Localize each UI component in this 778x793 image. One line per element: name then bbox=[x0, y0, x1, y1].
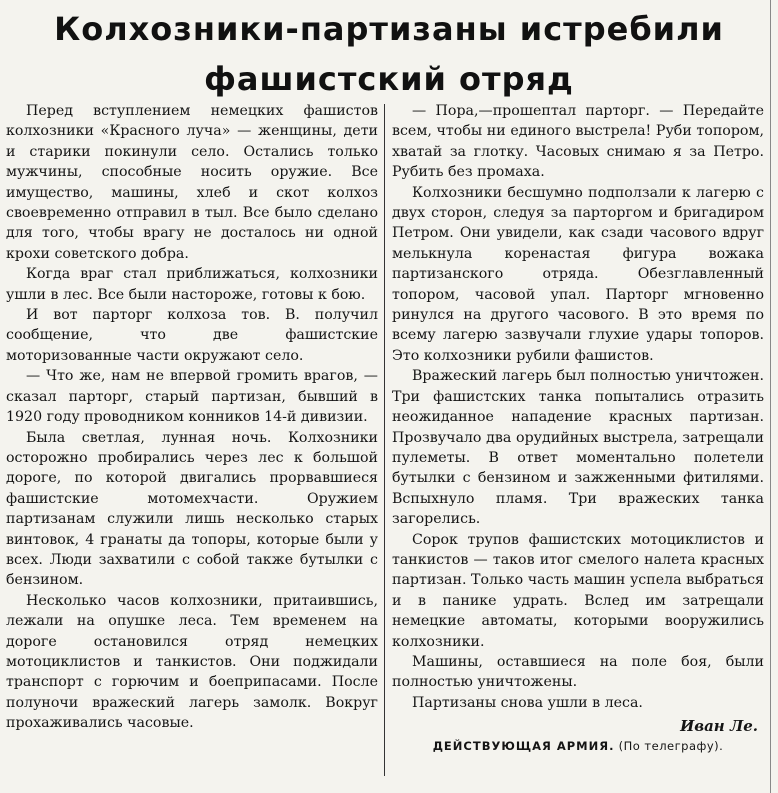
dateline-place: ДЕЙСТВУЮЩАЯ АРМИЯ. bbox=[432, 739, 615, 754]
dateline-source: (По телеграфу). bbox=[618, 739, 724, 754]
paragraph: Сорок трупов фашистских мотоциклистов и танкистов — таков итог смелого налета красных партизан. Только часть машин успела выбраться и в панике удрать. Вслед им затрещали немецкие автоматы, которыми вооружились колхозники. bbox=[392, 531, 764, 650]
headline-line-2: фашистский отряд bbox=[204, 60, 574, 98]
dateline bbox=[392, 737, 764, 755]
paragraph: Колхозники бесшумно подползали к лагерю с двух сторон, следуя за парторгом и бригадиром Петром. Они увидели, как сзади часового вдруг мелькнула коренастая фигура вожака партизанского отряда. Обезглавленный топором, часовой упал. Парторг мгновенно ринулся на другого часового. В это время по всему лагерю зазвучали глухие удары топоров. Это колхозники рубили фашистов. bbox=[392, 184, 764, 364]
page-edge bbox=[770, 0, 778, 793]
paragraph: Вражеский лагерь был полностью уничтожен. Три фашистских танка попытались отразить неожиданное нападение красных партизан. Прозвучало два орудийных выстрела, затрещали пулеметы. В ответ моментально полетели бутылки с бензином и зажженными фитилями. Вспыхнуло пламя. Три вражеских танка загорелись. bbox=[392, 368, 764, 528]
paragraph: Перед вступлением немецких фашистов колхозники «Красного луча» — женщины, дети и старики покинули село. Остались только мужчины, способные носить оружие. Все имущество, машины, хлеб и скот колхоз своевременно отправил в тыл. Все было сделано для того, чтобы врагу не досталось ни одной крохи советского добра. bbox=[6, 103, 378, 262]
paragraph: Когда враг стал приближаться, колхозники ушли в лес. Все были настороже, готовы к бою. bbox=[6, 266, 378, 303]
headline-line-1: Колхозники-партизаны истребили bbox=[54, 10, 724, 48]
column-divider bbox=[384, 104, 385, 776]
paragraph: Несколько часов колхозники, притаившись, лежали на опушке леса. Тем временем на дороге остановился отряд немецких мотоциклистов и танкистов. Они поджидали транспорт с горючим и боеприпасами. После полуночи вражеский лагерь замолк. Вокруг прохаживались часовые. bbox=[6, 592, 378, 732]
paragraph: — Пора,—прошептал парторг. — Передайте всем, чтобы ни единого выстрела! Руби топором, хватай за глотку. Часовых снимаю я за Петро. Рубить без промаха. bbox=[392, 103, 764, 181]
left-column bbox=[6, 101, 378, 734]
right-column bbox=[392, 101, 764, 755]
paragraph: Партизаны снова ушли в леса. bbox=[412, 694, 643, 711]
paragraph: — Что же, нам не впервой громить врагов, — сказал парторг, старый партизан, бывший в 1920 году проводником конников 14-й дивизии. bbox=[6, 368, 378, 426]
article-headline bbox=[0, 4, 778, 104]
paragraph: И вот парторг колхоза тов. В. получил сообщение, что две фашистские моторизованные части окружают село. bbox=[6, 307, 378, 364]
paragraph: Была светлая, лунная ночь. Колхозники осторожно пробирались через лес к большой дороге, по которой двигались прорвавшиеся фашистские мотомехчасти. Оружием партизанам служили лишь несколько старых винтовок, 4 гранаты да топоры, которые были у всех. Люди захватили с собой также бутылки с бензином. bbox=[6, 429, 378, 589]
paragraph: Машины, оставшиеся на поле боя, были полностью уничтожены. bbox=[392, 653, 764, 691]
author-signature: Иван Ле. bbox=[680, 717, 758, 736]
